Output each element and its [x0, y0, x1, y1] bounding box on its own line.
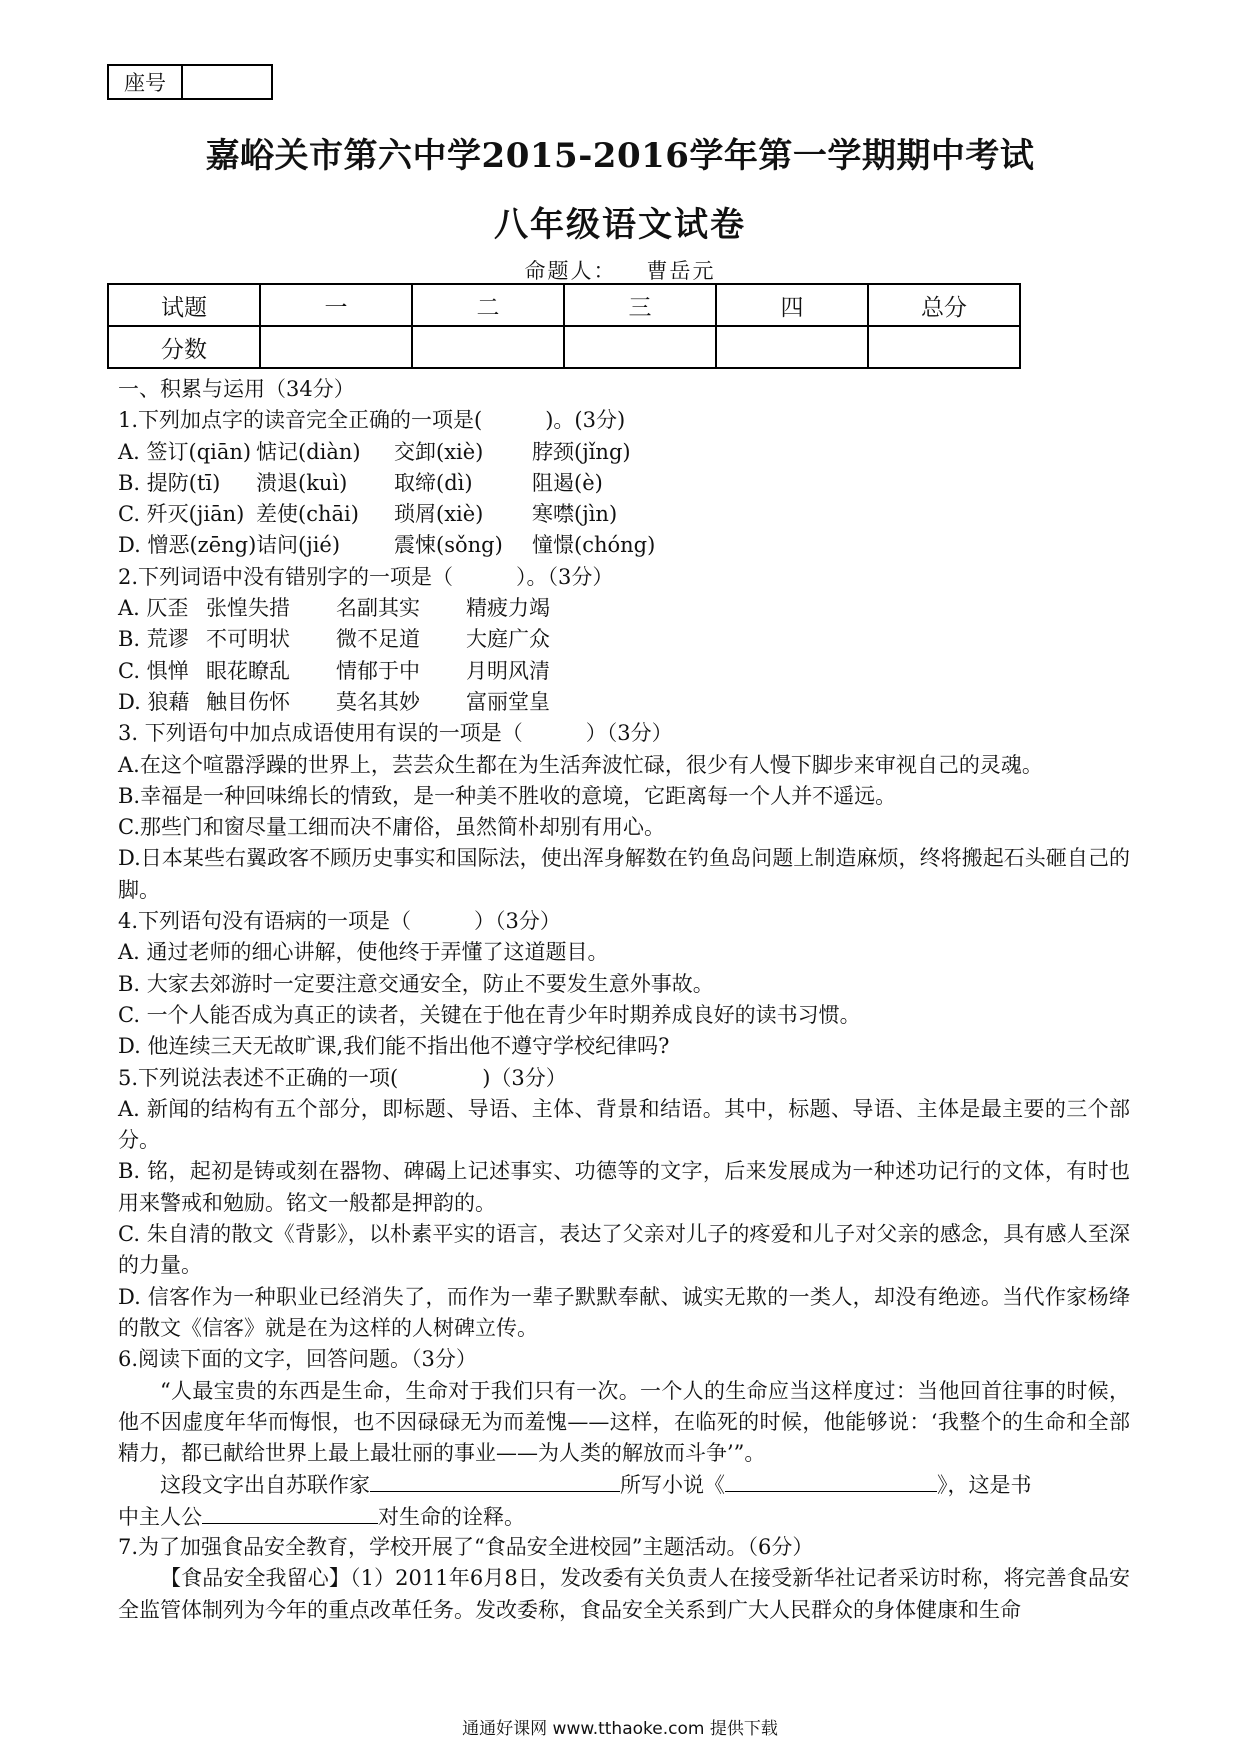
q1-d-1: D. 憎恶(zēng)	[118, 533, 257, 558]
q3-option-a: A.在这个喧嚣浮躁的世界上，芸芸众生都在为生活奔波忙碌，很少有人慢下脚步来审视自己的灵魂。	[118, 752, 1043, 777]
q1-option-a	[118, 437, 1130, 468]
author-line	[0, 255, 1240, 285]
q4-option-c: C. 一个人能否成为真正的读者，关键在于他在青少年时期养成良好的读书习惯。	[118, 1002, 861, 1027]
score-cell	[868, 326, 1020, 368]
score-cell	[412, 326, 564, 368]
q5-option-d: D. 信客作为一种职业已经消失了，而作为一辈子默默奉献、诚实无欺的一类人，却没有绝迹。当代作家杨绛的散文《信客》就是在为这样的人树碑立传。	[118, 1284, 1130, 1340]
q5-option-b: B. 铭，起初是铸或刻在器物、碑碣上记述事实、功德等的文字，后来发展成为一种述功记行的文体，有时也用来警戒和勉励。铭文一般都是押韵的。	[118, 1159, 1130, 1215]
q2-stem: 2.下列词语中没有错别字的一项是（ ）。（3分）	[118, 564, 614, 589]
q5-option-a: A. 新闻的结构有五个部分，即标题、导语、主体、背景和结语。其中，标题、导语、主体是最主要的三个部分。	[118, 1096, 1130, 1153]
q1-c-3: 琐屑(xiè)	[394, 502, 484, 527]
q7-text: 【食品安全我留心】（1）2011年6月8日，发改委有关负责人在接受新华社记者采访时称，将完善食品安全监管体制列为今年的重点改革任务。发改委称，食品安全关系到广大人民群众的身体健康和生命	[118, 1566, 1130, 1622]
q3-option-d: D.日本某些右翼政客不顾历史事实和国际法，使出浑身解数在钓鱼岛问题上制造麻烦，终将搬起石头砸自己的脚。	[118, 846, 1130, 902]
score-table	[107, 283, 1021, 369]
q1-d-3: 震悚(sǒng)	[394, 533, 503, 558]
q6-fill-text-4: 中主人公	[118, 1504, 202, 1529]
q3-option-c: C.那些门和窗尽量工细而决不庸俗，虽然简朴却别有用心。	[118, 815, 665, 840]
q1-a-4: 脖颈(jǐng)	[532, 439, 631, 464]
author-label: 命题人：	[524, 259, 617, 283]
q2-b-3: 微不足道	[336, 627, 420, 652]
question-content	[118, 374, 1130, 1626]
q7-stem: 7.为了加强食品安全教育，学校开展了“食品安全进校园”主题活动。（6分）	[118, 1534, 814, 1559]
q2-option-b	[118, 624, 1130, 655]
q1-c-4: 寒噤(jìn)	[532, 502, 618, 527]
score-cell	[716, 326, 868, 368]
q6-fill-text-3: 》，这是书	[937, 1473, 1032, 1498]
q2-b-2: 不可明状	[206, 627, 290, 652]
seat-number-box	[107, 64, 273, 100]
q1-c-2: 差使(chāi)	[256, 502, 359, 527]
q2-a-4: 精疲力竭	[466, 596, 550, 621]
q2-d-1: D. 狼藉	[118, 689, 190, 714]
q2-b-4: 大庭广众	[466, 627, 550, 652]
exam-title: 嘉峪关市第六中学2015-2016学年第一学期期中考试	[205, 136, 1035, 176]
q2-c-4: 月明风清	[466, 658, 550, 683]
footer-source: 通通好课网 www.tthaoke.com 提供下载	[462, 1719, 778, 1739]
score-cell	[564, 326, 716, 368]
score-cell	[260, 326, 412, 368]
q1-b-4: 阻遏(è)	[532, 470, 603, 495]
q1-option-b	[118, 468, 1130, 499]
seat-value	[183, 66, 271, 98]
q4-option-b: B. 大家去郊游时一定要注意交通安全，防止不要发生意外事故。	[118, 971, 714, 996]
score-header-cell: 四	[716, 284, 868, 326]
score-table-header	[108, 284, 1020, 326]
q6-fill-line-2	[118, 1501, 1130, 1532]
q6-quote: “人最宝贵的东西是生命，生命对于我们只有一次。一个人的生命应当这样度过：当他回首往事的时候，他不因虚度年华而悔恨，也不因碌碌无为而羞愧——这样，在临死的时候，他能够说：‘我整个的生命和全部精力，都已献给世界上最上最壮丽的事业——为人类的解放而斗争’”。	[118, 1378, 1130, 1466]
author-name: 曹岳元	[646, 259, 716, 283]
q6-fill-text-2: 所写小说《	[620, 1473, 725, 1498]
score-table-row	[108, 326, 1020, 368]
q1-d-4: 憧憬(chóng)	[532, 533, 656, 558]
q1-d-2: 诘问(jié)	[256, 533, 341, 558]
score-header-cell: 二	[412, 284, 564, 326]
q4-stem: 4.下列语句没有语病的一项是（ ）（3分）	[118, 909, 561, 934]
q2-b-1: B. 荒谬	[118, 627, 189, 652]
exam-subtitle: 八年级语文试卷	[494, 205, 746, 245]
q2-option-d	[118, 687, 1130, 718]
author-blank[interactable]	[370, 1469, 620, 1492]
q1-stem: 1.下列加点字的读音完全正确的一项是( )。(3分)	[118, 408, 626, 433]
q3-stem: 3. 下列语句中加点成语使用有误的一项是（ ）（3分）	[118, 721, 673, 746]
q1-a-2: 惦记(diàn)	[256, 439, 361, 464]
novel-title-blank[interactable]	[725, 1469, 937, 1492]
q3-option-b: B.幸福是一种回味绵长的情致，是一种美不胜收的意境，它距离每一个人并不遥远。	[118, 783, 897, 808]
q2-c-2: 眼花瞭乱	[206, 658, 290, 683]
score-header-cell: 一	[260, 284, 412, 326]
q2-a-1: A. 仄歪	[118, 596, 189, 621]
q6-fill-text-5: 对生命的诠释。	[378, 1504, 525, 1529]
seat-label: 座号	[109, 66, 183, 98]
q1-b-1: B. 提防(tī)	[118, 470, 221, 495]
q1-option-c	[118, 499, 1130, 530]
q2-c-3: 情郁于中	[336, 658, 420, 683]
score-header-cell: 三	[564, 284, 716, 326]
q1-a-1: A. 签订(qiān)	[118, 439, 252, 464]
protagonist-blank[interactable]	[202, 1501, 378, 1524]
score-row-label: 分数	[108, 326, 260, 368]
q2-option-a	[118, 593, 1130, 624]
q4-option-a: A. 通过老师的细心讲解，使他终于弄懂了这道题目。	[118, 940, 609, 965]
q4-option-d: D. 他连续三天无故旷课,我们能不指出他不遵守学校纪律吗?	[118, 1034, 670, 1059]
q2-a-3: 名副其实	[336, 596, 420, 621]
q1-b-2: 溃退(kuì)	[256, 470, 348, 495]
q5-stem: 5.下列说法表述不正确的一项( )（3分）	[118, 1065, 567, 1090]
score-header-cell: 总分	[868, 284, 1020, 326]
q2-c-1: C. 惧惮	[118, 658, 189, 683]
q2-a-2: 张惶失措	[206, 596, 290, 621]
score-header-cell: 试题	[108, 284, 260, 326]
q2-d-3: 莫名其妙	[336, 689, 420, 714]
q6-fill-text-1: 这段文字出自苏联作家	[160, 1473, 370, 1498]
q1-c-1: C. 歼灭(jiān)	[118, 502, 245, 527]
q5-option-c: C. 朱自清的散文《背影》，以朴素平实的语言，表达了父亲对儿子的疼爱和儿子对父亲的感念，具有感人至深的力量。	[118, 1222, 1130, 1278]
section-heading: 一、积累与运用（34分）	[118, 377, 355, 401]
q6-fill-line-1	[118, 1469, 1130, 1500]
q6-stem: 6.阅读下面的文字，回答问题。（3分）	[118, 1347, 477, 1372]
q2-d-4: 富丽堂皇	[466, 689, 550, 714]
q1-option-d	[118, 530, 1130, 561]
q2-option-c	[118, 656, 1130, 687]
q1-a-3: 交卸(xiè)	[394, 439, 484, 464]
q1-b-3: 取缔(dì)	[394, 470, 473, 495]
q2-d-2: 触目伤怀	[206, 689, 290, 714]
